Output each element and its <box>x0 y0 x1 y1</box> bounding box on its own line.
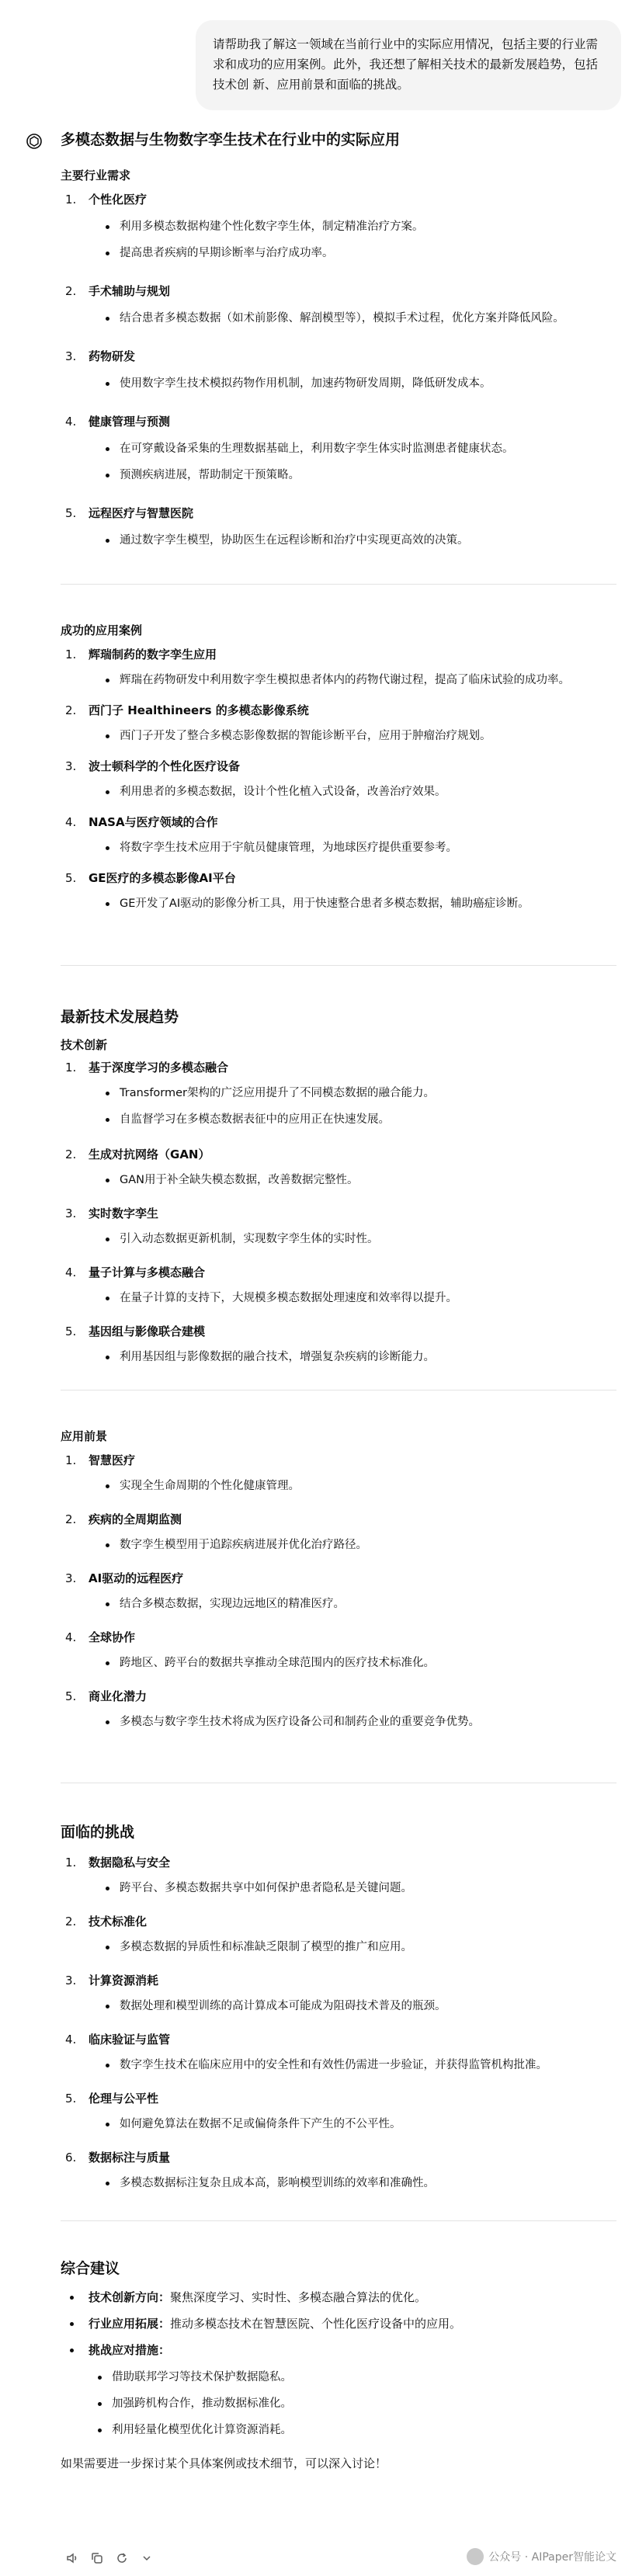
message-actions <box>65 2550 154 2567</box>
cases-list <box>61 644 616 924</box>
divider <box>61 2220 616 2221</box>
summary-sub-list: 借助联邦学习等技术保护数据隐私。 加强跨机构合作，推动数据标准化。 利用轻量化模型优化计算资源消耗。 <box>61 2368 616 2439</box>
wechat-logo-icon <box>467 2548 484 2565</box>
list-item: 2. 技术标准化 多模态数据的异质性和标准缺乏限制了模型的推广和应用。 <box>61 1911 616 1970</box>
list-item: 4. NASA与医疗领域的合作 将数字孪生技术应用于宇航员健康管理，为地球医疗提供重要参考。 <box>61 812 616 868</box>
list-item: 5. 伦理与公平性 如何避免算法在数据不足或偏倚条件下产生的不公平性。 <box>61 2088 616 2147</box>
industry-list <box>61 189 616 557</box>
list-item: 1. 基于深度学习的多模态融合 Transformer架构的广泛应用提升了不同模态数据的融合能力。 自监督学习在多模态数据表征中的应用正在快速发展。 <box>61 1057 616 1144</box>
more-icon[interactable] <box>140 2551 154 2565</box>
answer-title: 多模态数据与生物数字孪生技术在行业中的实际应用 <box>61 131 401 148</box>
list-item: 3. AI驱动的远程医疗 结合多模态数据，实现边远地区的精准医疗。 <box>61 1568 616 1627</box>
summary-point: 挑战应对措施： <box>61 2340 616 2360</box>
prospects-heading: 应用前景 <box>61 1429 108 1443</box>
divider <box>61 965 616 966</box>
divider <box>61 584 616 585</box>
industry-heading: 主要行业需求 <box>61 168 131 182</box>
list-item: 5. GE医疗的多模态影像AI平台 GE开发了AI驱动的影像分析工具，用于快速整合患者多模态数据，辅助癌症诊断。 <box>61 868 616 924</box>
list-item: 3. 药物研发 使用数字孪生技术模拟药物作用机制，加速药物研发周期，降低研发成本。 <box>61 346 616 411</box>
list-item: 5. 远程医疗与智慧医院 通过数字孪生模型，协助医生在远程诊断和治疗中实现更高效的决策。 <box>61 503 616 557</box>
list-item: 4. 临床验证与监管 数字孪生技术在临床应用中的安全性和有效性仍需进一步验证，并获得监管机构批准。 <box>61 2029 616 2088</box>
list-item: 6. 数据标注与质量 多模态数据标注复杂且成本高，影响模型训练的效率和准确性。 <box>61 2147 616 2202</box>
list-item: 1. 智慧医疗 实现全生命周期的个性化健康管理。 <box>61 1450 616 1509</box>
user-message-text: 请帮助我了解这一领域在当前行业中的实际应用情况，包括主要的行业需求和成功的应用案例。此外，我还想了解相关技术的最新发展趋势，包括技术创 新、应用前景和面临的挑战。 <box>213 37 599 92</box>
challenges-title: 面临的挑战 <box>61 1824 135 1841</box>
list-item: 4. 健康管理与预测 在可穿戴设备采集的生理数据基础上，利用数字孪生体实时监测患者健康状态。 预测疾病进展，帮助制定干预策略。 <box>61 411 616 503</box>
trends-heading: 技术创新 <box>61 1038 108 1052</box>
openai-logo-icon <box>25 132 43 151</box>
regenerate-icon[interactable] <box>115 2551 129 2565</box>
cases-heading: 成功的应用案例 <box>61 623 143 637</box>
list-item: 4. 全球协作 跨地区、跨平台的数据共享推动全球范围内的医疗技术标准化。 <box>61 1627 616 1686</box>
summary-title: 综合建议 <box>61 2260 120 2277</box>
list-item: 3. 实时数字孪生 引入动态数据更新机制，实现数字孪生体的实时性。 <box>61 1203 616 1262</box>
section-summary <box>61 2258 616 2474</box>
list-item: 2. 西门子 Healthineers 的多模态影像系统 西门子开发了整合多模态影像数据的智能诊断平台，应用于肿瘤治疗规划。 <box>61 700 616 756</box>
list-item: 3. 计算资源消耗 数据处理和模型训练的高计算成本可能成为阻碍技术普及的瓶颈。 <box>61 1970 616 2029</box>
list-item: 2. 手术辅助与规划 结合患者多模态数据（如术前影像、解剖模型等），模拟手术过程，优化方案并降低风险。 <box>61 281 616 346</box>
section-prospects <box>61 1427 616 1741</box>
section-challenges <box>61 1821 616 2202</box>
summary-point: 技术创新方向：聚焦深度学习、实时性、多模态融合算法的优化。 <box>61 2287 616 2307</box>
trends-list <box>61 1057 616 1376</box>
list-item: 1. 数据隐私与安全 跨平台、多模态数据共享中如何保护患者隐私是关键问题。 <box>61 1852 616 1911</box>
list-item: 5. 商业化潜力 多模态与数字孪生技术将成为医疗设备公司和制药企业的重要竞争优势。 <box>61 1686 616 1741</box>
copy-icon[interactable] <box>90 2551 104 2565</box>
list-item: 5. 基因组与影像联合建模 利用基因组与影像数据的融合技术，增强复杂疾病的诊断能力。 <box>61 1321 616 1376</box>
list-item: 2. 生成对抗网络（GAN） GAN用于补全缺失模态数据，改善数据完整性。 <box>61 1144 616 1203</box>
summary-point: 行业应用拓展：推动多模态技术在智慧医院、个性化医疗设备中的应用。 <box>61 2314 616 2334</box>
challenges-list <box>61 1852 616 2202</box>
section-cases <box>61 621 616 924</box>
list-item: 4. 量子计算与多模态融合 在量子计算的支持下，大规模多模态数据处理速度和效率得以提升。 <box>61 1262 616 1321</box>
list-item: 2. 疾病的全周期监测 数字孪生模型用于追踪疾病进展并优化治疗路径。 <box>61 1509 616 1568</box>
user-message-bubble <box>196 20 621 110</box>
closing-text: 如果需要进一步探讨某个具体案例或技术细节，可以深入讨论！ <box>61 2456 387 2470</box>
section-industry <box>61 129 616 557</box>
prospects-list <box>61 1450 616 1741</box>
speaker-icon[interactable] <box>65 2551 79 2565</box>
list-item: 3. 波士顿科学的个性化医疗设备 利用患者的多模态数据，设计个性化植入式设备，改善治疗效果。 <box>61 756 616 812</box>
trends-title: 最新技术发展趋势 <box>61 1009 179 1026</box>
watermark: 公众号 · AIPaper智能论文 <box>467 2548 616 2565</box>
list-item: 1. 个性化医疗 利用多模态数据构建个性化数字孪生体，制定精准治疗方案。 提高患者疾病的早期诊断率与治疗成功率。 <box>61 189 616 281</box>
list-item: 1. 辉瑞制药的数字孪生应用 辉瑞在药物研发中利用数字孪生模拟患者体内的药物代谢过程，提高了临床试验的成功率。 <box>61 644 616 700</box>
section-trends <box>61 1006 616 1376</box>
